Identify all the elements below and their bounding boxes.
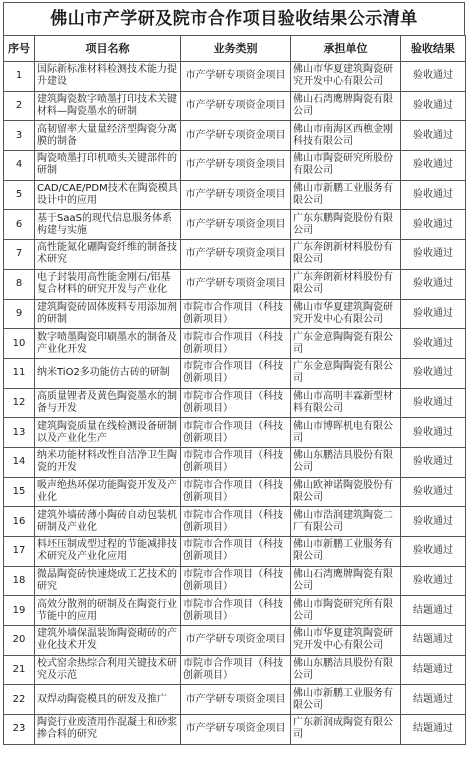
undertaking-unit: 佛山市华夏建筑陶瓷研究开发中心有限公司 [291,62,401,92]
row-number: 23 [4,715,35,745]
row-number: 4 [4,151,35,181]
row-number: 10 [4,329,35,359]
row-number: 6 [4,210,35,240]
row-number: 14 [4,447,35,477]
table-row [4,62,466,92]
business-type: 市院市合作项目（科技创新项目） [181,596,291,626]
undertaking-unit: 广东新润成陶瓷有限公司 [291,715,401,745]
undertaking-unit: 广东金意陶陶瓷有限公司 [291,329,401,359]
acceptance-result: 结题通过 [401,655,466,685]
undertaking-unit: 佛山东鹏洁具股份有限公司 [291,447,401,477]
business-type: 市产学研专项资金项目 [181,626,291,656]
row-number: 12 [4,388,35,418]
row-number: 22 [4,685,35,715]
acceptance-result: 验收通过 [401,299,466,329]
row-number: 8 [4,269,35,299]
undertaking-unit: 佛山市新鹏工业服务有限公司 [291,685,401,715]
project-name: 建筑外墙砖薄小陶砖自动包装机研制及产业化 [35,507,181,537]
row-number: 13 [4,418,35,448]
table-row [4,685,466,715]
table-row [4,121,466,151]
project-name: 双焊动陶瓷模具的研发及推广 [35,685,181,715]
acceptance-result: 验收通过 [401,507,466,537]
project-name: 吸声绝热环保功能陶瓷开发及产业化 [35,477,181,507]
row-number: 5 [4,180,35,210]
acceptance-result: 验收通过 [401,62,466,92]
row-number: 16 [4,507,35,537]
project-name: 国际新标准材料检测技术能力提升建设 [35,62,181,92]
project-name: 建筑陶瓷质量在线检测设备研制以及产业化生产 [35,418,181,448]
table-row [4,626,466,656]
project-name: 纳米功能材料改性自洁净卫生陶瓷的开发 [35,447,181,477]
project-name: 校式窑余热综合利用关键技术研究及示范 [35,655,181,685]
table-row [4,358,466,388]
undertaking-unit: 广东东鹏陶瓷股份有限公司 [291,210,401,240]
row-number: 2 [4,91,35,121]
acceptance-result: 验收通过 [401,151,466,181]
project-name: 料坯压制成型过程的节能减排技术研究及产业化应用 [35,537,181,567]
acceptance-result: 验收通过 [401,329,466,359]
project-name: 基于SaaS的现代信息服务体系构建与实施 [35,210,181,240]
table-row [4,299,466,329]
acceptance-result: 验收通过 [401,566,466,596]
acceptance-result: 验收通过 [401,240,466,270]
page-title: 佛山市产学研及院市合作项目验收结果公示清单 [3,2,465,35]
table-row [4,151,466,181]
business-type: 市产学研专项资金项目 [181,240,291,270]
table-row [4,507,466,537]
acceptance-result: 验收通过 [401,447,466,477]
acceptance-result: 结题通过 [401,715,466,745]
project-name: 数字喷墨陶瓷印刷墨水的制备及产业化开发 [35,329,181,359]
business-type: 市产学研专项资金项目 [181,269,291,299]
project-name: 微晶陶瓷砖快速烧成工艺技术的研究 [35,566,181,596]
acceptance-result: 验收通过 [401,210,466,240]
table-row [4,566,466,596]
undertaking-unit: 广东奔朗新材料股份有限公司 [291,269,401,299]
table-row [4,210,466,240]
business-type: 市院市合作项目（科技创新项目） [181,537,291,567]
header-unit: 承担单位 [291,36,401,62]
header-business-type: 业务类别 [181,36,291,62]
table-row [4,240,466,270]
project-name: 建筑陶瓷砖固体废料专用添加剂的研制 [35,299,181,329]
table-row [4,418,466,448]
undertaking-unit: 佛山欧神诺陶瓷股份有限公司 [291,477,401,507]
project-name: CAD/CAE/PDM技术在陶瓷模具设计中的应用 [35,180,181,210]
business-type: 市院市合作项目（科技创新项目） [181,566,291,596]
header-result: 验收结果 [401,36,466,62]
undertaking-unit: 广东奔朗新材料股份有限公司 [291,240,401,270]
undertaking-unit: 佛山市新鹏工业服务有限公司 [291,180,401,210]
project-name: 高性能氮化硼陶瓷纤维的制备技术研究 [35,240,181,270]
project-name: 高质量锂者及黄色陶瓷墨水的制备与开发 [35,388,181,418]
results-table [3,35,466,745]
business-type: 市院市合作项目（科技创新项目） [181,507,291,537]
business-type: 市院市合作项目（科技创新项目） [181,329,291,359]
business-type: 市产学研专项资金项目 [181,91,291,121]
acceptance-result: 验收通过 [401,537,466,567]
table-row [4,388,466,418]
row-number: 9 [4,299,35,329]
project-name: 建筑外墙保温装饰陶瓷砌砖的产业化技术开发 [35,626,181,656]
table-row [4,447,466,477]
project-name: 高韧留率大量量经济型陶瓷分离膜的制备 [35,121,181,151]
undertaking-unit: 佛山市南海区西樵金刚科技有限公司 [291,121,401,151]
row-number: 7 [4,240,35,270]
table-row [4,91,466,121]
table-row [4,477,466,507]
business-type: 市产学研专项资金项目 [181,715,291,745]
project-name: 纳米TiO2多功能仿古砖的研制 [35,358,181,388]
business-type: 市产学研专项资金项目 [181,151,291,181]
row-number: 18 [4,566,35,596]
acceptance-result: 验收通过 [401,180,466,210]
project-name: 陶瓷行业废渣用作混凝土和砂浆掺合料的研究 [35,715,181,745]
project-name: 电子封装用高性能金刚石/铝基复合材料的研究开发与产业化 [35,269,181,299]
business-type: 市院市合作项目（科技创新项目） [181,447,291,477]
acceptance-result: 验收通过 [401,269,466,299]
business-type: 市产学研专项资金项目 [181,210,291,240]
business-type: 市院市合作项目（科技创新项目） [181,477,291,507]
table-row [4,537,466,567]
acceptance-result: 结题通过 [401,596,466,626]
business-type: 市院市合作项目（科技创新项目） [181,388,291,418]
undertaking-unit: 佛山市浩润建筑陶瓷二厂有限公司 [291,507,401,537]
business-type: 市院市合作项目（科技创新项目） [181,655,291,685]
business-type: 市产学研专项资金项目 [181,685,291,715]
header-no: 序号 [4,36,35,62]
table-row [4,329,466,359]
row-number: 21 [4,655,35,685]
business-type: 市院市合作项目（科技创新项目） [181,358,291,388]
acceptance-result: 验收通过 [401,388,466,418]
business-type: 市产学研专项资金项目 [181,121,291,151]
undertaking-unit: 广东金意陶陶瓷有限公司 [291,358,401,388]
undertaking-unit: 佛山市高明丰霖新型材料有限公司 [291,388,401,418]
acceptance-result: 结题通过 [401,685,466,715]
acceptance-result: 验收通过 [401,477,466,507]
business-type: 市院市合作项目（科技创新项目） [181,299,291,329]
undertaking-unit: 佛山市博晖机电有限公司 [291,418,401,448]
undertaking-unit: 佛山市华夏建筑陶瓷研究开发中心有限公司 [291,626,401,656]
acceptance-result: 验收通过 [401,358,466,388]
row-number: 19 [4,596,35,626]
acceptance-result: 验收通过 [401,121,466,151]
table-row [4,180,466,210]
row-number: 1 [4,62,35,92]
project-name: 陶瓷喷墨打印机喷头关键部件的研制 [35,151,181,181]
row-number: 17 [4,537,35,567]
undertaking-unit: 佛山石湾鹰牌陶瓷有限公司 [291,566,401,596]
project-name: 建筑陶瓷数字喷墨打印技术关键材料—陶瓷墨水的研制 [35,91,181,121]
acceptance-result: 结题通过 [401,626,466,656]
row-number: 3 [4,121,35,151]
project-name: 高效分散剂的研制及在陶瓷行业节能中的应用 [35,596,181,626]
undertaking-unit: 佛山市华夏建筑陶瓷研究开发中心有限公司 [291,299,401,329]
business-type: 市院市合作项目（科技创新项目） [181,418,291,448]
table-row [4,269,466,299]
undertaking-unit: 佛山市陶瓷研究所股份有限公司 [291,151,401,181]
document-page [3,2,465,745]
table-row [4,715,466,745]
undertaking-unit: 佛山市陶瓷研究所有限公司 [291,596,401,626]
row-number: 20 [4,626,35,656]
business-type: 市产学研专项资金项目 [181,62,291,92]
table-header-row [4,36,466,62]
undertaking-unit: 佛山东鹏洁具股份有限公司 [291,655,401,685]
business-type: 市产学研专项资金项目 [181,180,291,210]
row-number: 15 [4,477,35,507]
header-project-name: 项目名称 [35,36,181,62]
row-number: 11 [4,358,35,388]
table-row [4,596,466,626]
acceptance-result: 验收通过 [401,91,466,121]
undertaking-unit: 佛山市新鹏工业服务有限公司 [291,537,401,567]
undertaking-unit: 佛山石湾鹰牌陶瓷有限公司 [291,91,401,121]
table-row [4,655,466,685]
acceptance-result: 验收通过 [401,418,466,448]
